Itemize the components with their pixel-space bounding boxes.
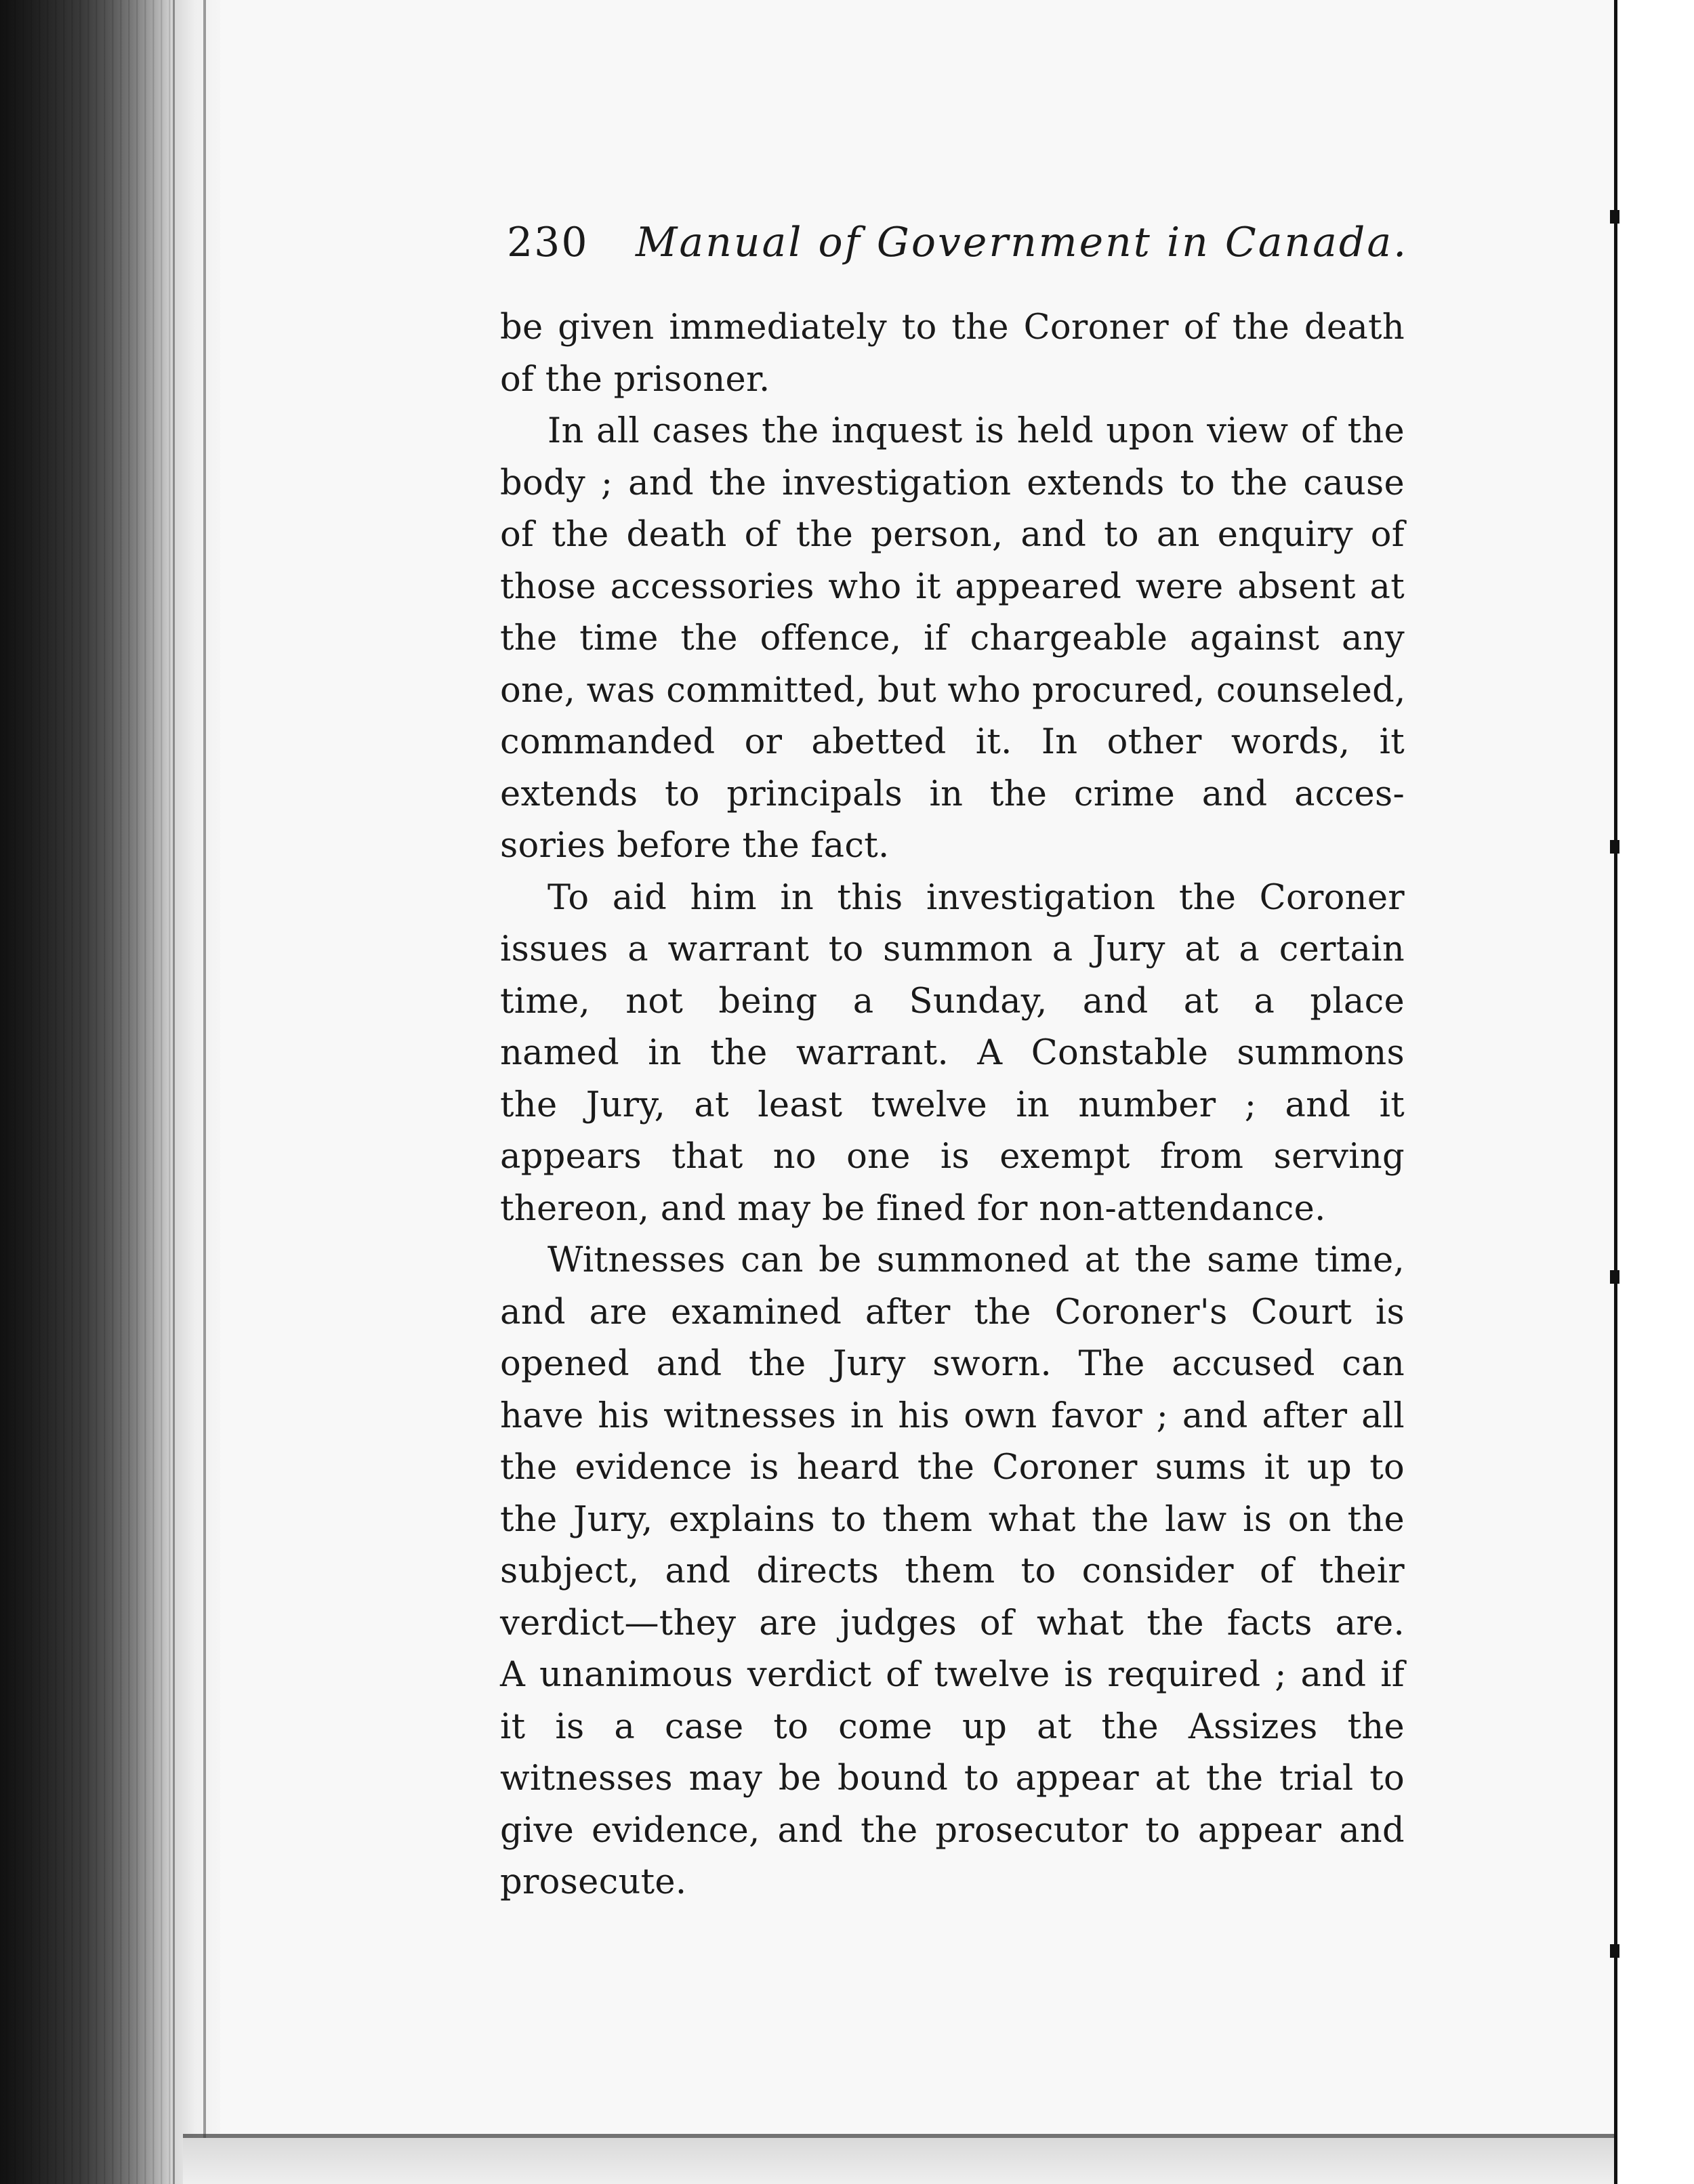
text-line: the Jury, explains to them what the law is on the [500,1499,1405,1540]
page-leaf-line [203,0,206,2184]
text-line: the Jury, at least twelve in number ; and it [500,1085,1405,1125]
text-line: subject, and directs them to consider of their [500,1551,1405,1591]
right-rule-tick [1610,1944,1619,1958]
right-margin [1617,0,1694,2184]
text-line: Witnesses can be summoned at the same time, [548,1240,1405,1280]
text-line: give evidence, and the prosecutor to appear and [500,1810,1405,1851]
text-line: sories before the fact. [500,826,890,866]
text-line: of the prisoner. [500,359,770,400]
text-line: have his witnesses in his own favor ; and after all [500,1395,1405,1436]
text-line: time, not being a Sunday, and at a place [500,981,1405,1022]
right-rule-tick [1610,840,1619,854]
text-line: those accessories who it appeared were absent at [500,566,1405,607]
text-line: appears that no one is exempt from serving [500,1137,1405,1177]
text-line: To aid him in this investigation the Coroner [548,877,1405,918]
text-line: one, was committed, but who procured, counseled, [500,670,1406,711]
text-line: commanded or abetted it. In other words, it [500,722,1405,762]
page-number: 230 [507,219,589,266]
text-line: In all cases the inquest is held upon view of the [548,411,1405,451]
text-line: verdict—they are judges of what the facts are. [500,1603,1405,1643]
text-line: opened and the Jury sworn. The accused can [500,1344,1405,1384]
page-leaf-edge [173,0,226,2184]
text-line: the time the offence, if chargeable against any [500,618,1405,658]
text-line: witnesses may be bound to appear at the trial to [500,1759,1405,1799]
text-line: body ; and the investigation extends to the cause [500,463,1405,503]
page-bottom-shade [183,2138,1619,2184]
text-line: be given immediately to the Coroner of the death [500,308,1405,348]
right-rule-tick [1610,210,1619,224]
right-rule-tick [1610,1270,1619,1284]
running-title: Manual of Government in Canada. [636,219,1409,266]
text-line: of the death of the person, and to an enquiry of [500,515,1405,555]
text-line: it is a case to come up at the Assizes the [500,1706,1405,1747]
body-text [500,302,1405,1909]
spine-texture [0,0,183,2184]
text-line: extends to principals in the crime and acces- [500,774,1405,814]
text-line: thereon, and may be fined for non-attendance. [500,1188,1326,1229]
text-line: A unanimous verdict of twelve is required ; and if [500,1655,1405,1695]
text-line: issues a warrant to summon a Jury at a certain [500,929,1405,969]
text-line: named in the warrant. A Constable summons [500,1033,1405,1073]
right-border-rule [1614,0,1617,2184]
text-line: the evidence is heard the Coroner sums it up to [500,1448,1405,1488]
text-line: prosecute. [500,1862,687,1902]
text-line: and are examined after the Coroner's Court is [500,1292,1405,1332]
running-head [507,215,1409,270]
